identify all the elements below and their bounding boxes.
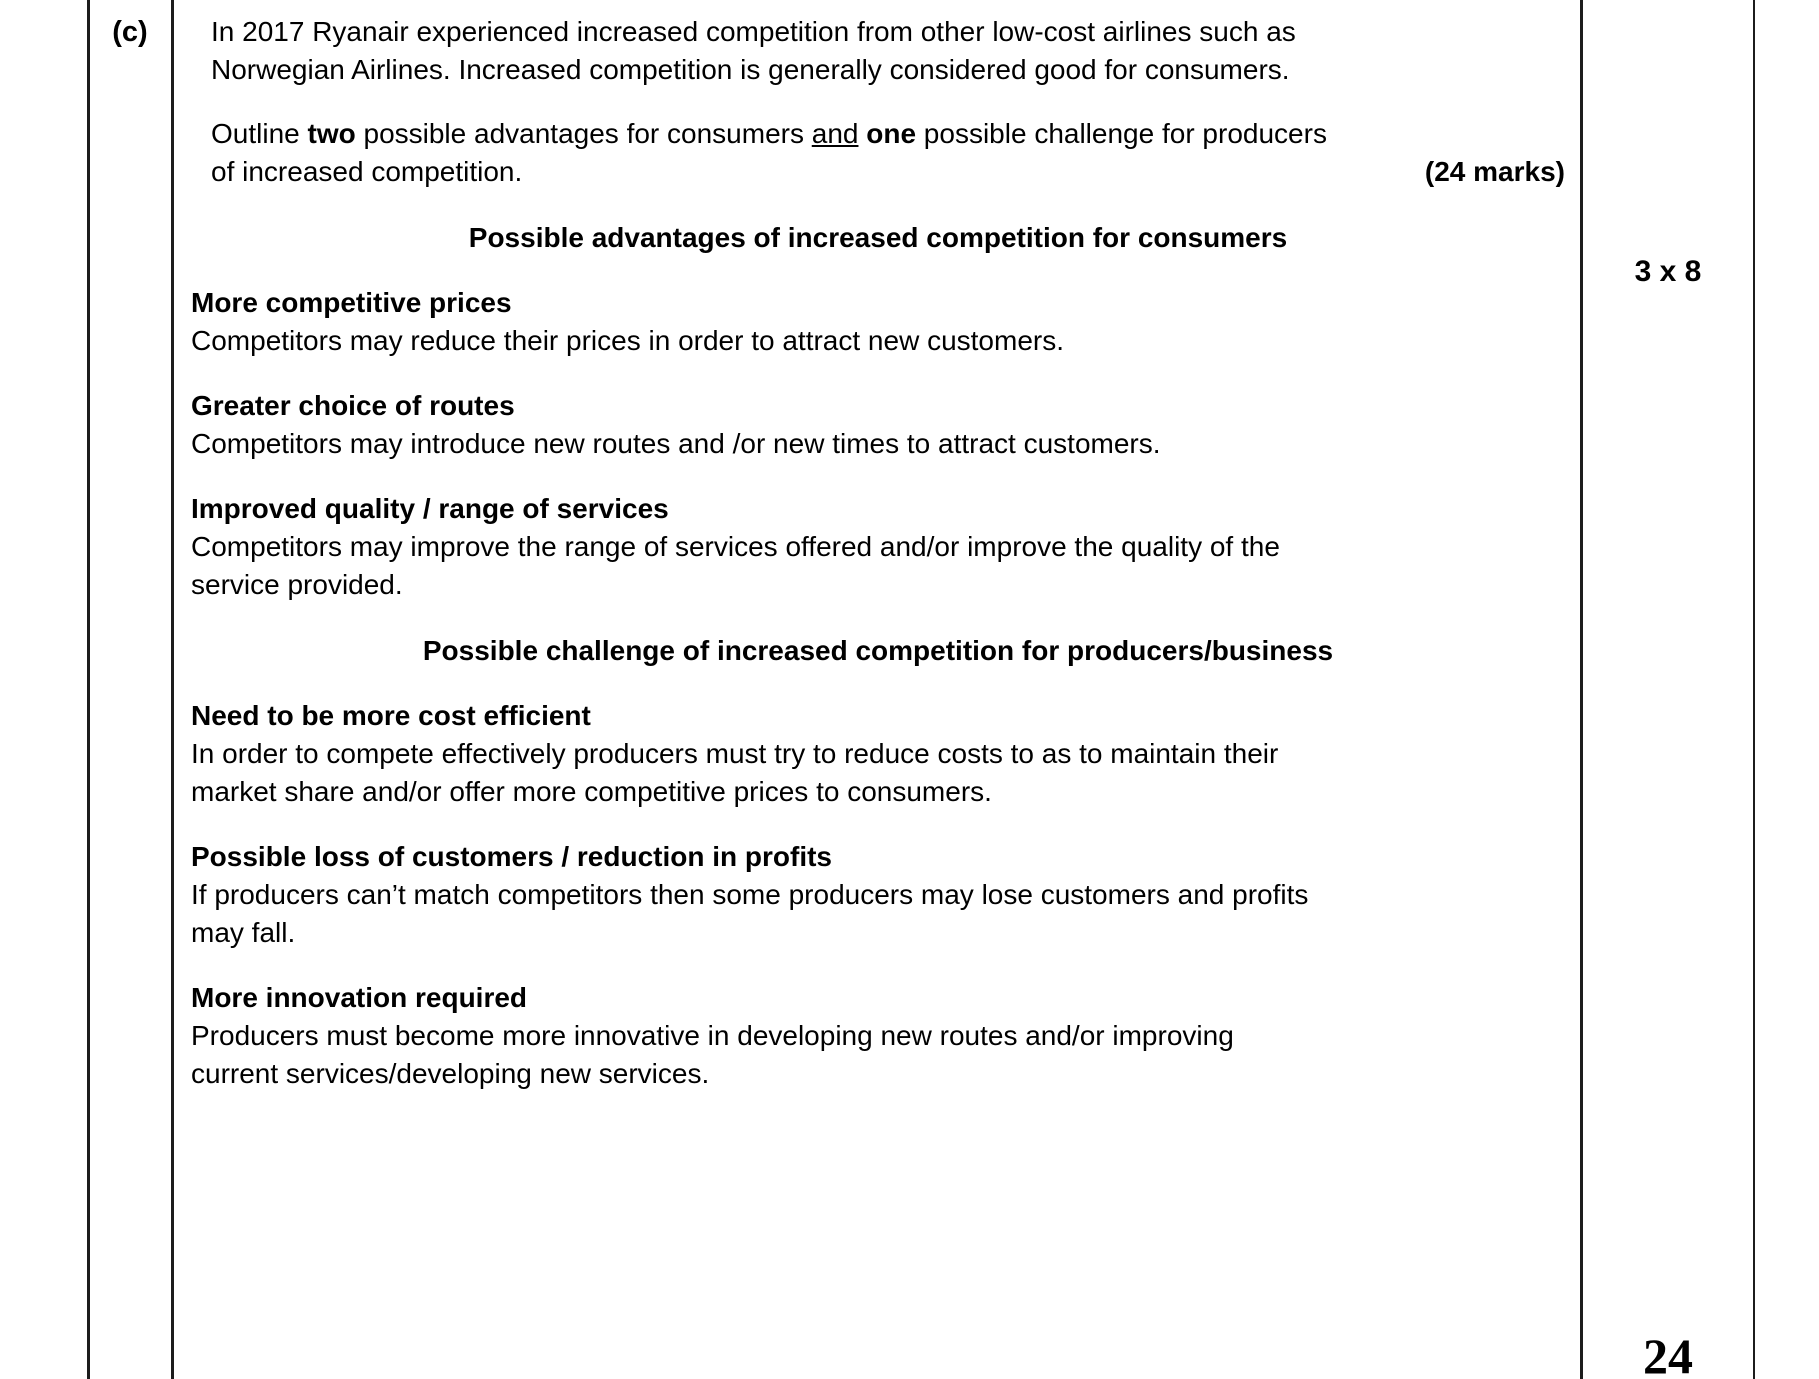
advantage-item-2-line-1: Competitors may introduce new routes and /or new times to attract customers.: [191, 428, 1161, 459]
advantage-item-1-line-1: Competitors may reduce their prices in order to attract new customers.: [191, 325, 1065, 356]
challenge-item-3-body: [191, 1017, 1565, 1093]
challenge-item-2: [191, 838, 1565, 952]
challenge-item-3-line-2: current services/developing new services.: [191, 1058, 710, 1089]
challenge-item-2-title: Possible loss of customers / reduction in profits: [191, 841, 833, 872]
question-task-paragraph: [191, 115, 1565, 191]
advantage-item-2-title: Greater choice of routes: [191, 390, 515, 421]
advantage-item-3-title: Improved quality / range of services: [191, 493, 669, 524]
challenge-item-1-body: [191, 735, 1565, 811]
task-word-two: two: [307, 118, 356, 149]
question-part-label: (c): [112, 16, 148, 48]
marks-breakdown: 3 x 8: [1634, 255, 1702, 288]
challenge-item-1-title: Need to be more cost efficient: [191, 700, 591, 731]
challenge-item-1-line-2: market share and/or offer more competitive prices to consumers.: [191, 776, 992, 807]
advantage-item-2: [191, 387, 1565, 463]
challenge-item-3: [191, 979, 1565, 1093]
challenge-item-2-line-1: If producers can’t match competitors then some producers may lose customers and profits: [191, 879, 1309, 910]
advantage-item-1: [191, 284, 1565, 360]
main-content-cell: [174, 0, 1581, 1093]
challenge-item-3-title: More innovation required: [191, 982, 528, 1013]
task-word-one: one: [858, 118, 917, 149]
task-word-and-underlined: and: [811, 118, 859, 149]
marks-column-cell: [1583, 0, 1753, 1379]
table-border-right-outer: [1753, 0, 1755, 1379]
challenge-item-1: [191, 697, 1565, 811]
task-text-mid-1: possible advantages for consumers: [355, 118, 812, 149]
table-border-left-outer: [87, 0, 90, 1379]
question-intro-line-2: Norwegian Airlines. Increased competition is generally considered good for consumers.: [211, 54, 1290, 85]
section-heading-challenges: Possible challenge of increased competition for producers/business: [422, 635, 1334, 666]
task-text-mid-2: possible challenge for producers: [916, 118, 1327, 149]
task-text-end: of increased competition.: [211, 156, 523, 187]
advantage-item-2-body: [191, 425, 1565, 463]
advantage-item-1-title: More competitive prices: [191, 287, 512, 318]
question-task-line-1: [211, 115, 1565, 153]
advantage-item-3-line-2: service provided.: [191, 569, 403, 600]
challenge-item-2-line-2: may fall.: [191, 917, 296, 948]
question-intro-line-1: In 2017 Ryanair experienced increased competition from other low-cost airlines such as: [211, 16, 1296, 47]
task-text-pre: Outline: [211, 118, 308, 149]
marks-total: 24: [1643, 1328, 1693, 1379]
section-heading-advantages: Possible advantages of increased competition for consumers: [468, 222, 1288, 253]
advantage-item-3-body: [191, 528, 1565, 604]
question-task-line-2: [211, 153, 1565, 191]
challenge-item-3-line-1: Producers must become more innovative in developing new routes and/or improving: [191, 1020, 1234, 1051]
challenge-item-2-body: [191, 876, 1565, 952]
advantage-item-3: [191, 490, 1565, 604]
marks-allocation-label: (24 marks): [1424, 156, 1565, 187]
advantage-item-1-body: [191, 322, 1565, 360]
advantage-item-3-line-1: Competitors may improve the range of services offered and/or improve the quality of the: [191, 531, 1280, 562]
challenge-item-1-line-1: In order to compete effectively producers must try to reduce costs to as to maintain their: [191, 738, 1279, 769]
question-intro-paragraph: [191, 13, 1565, 89]
